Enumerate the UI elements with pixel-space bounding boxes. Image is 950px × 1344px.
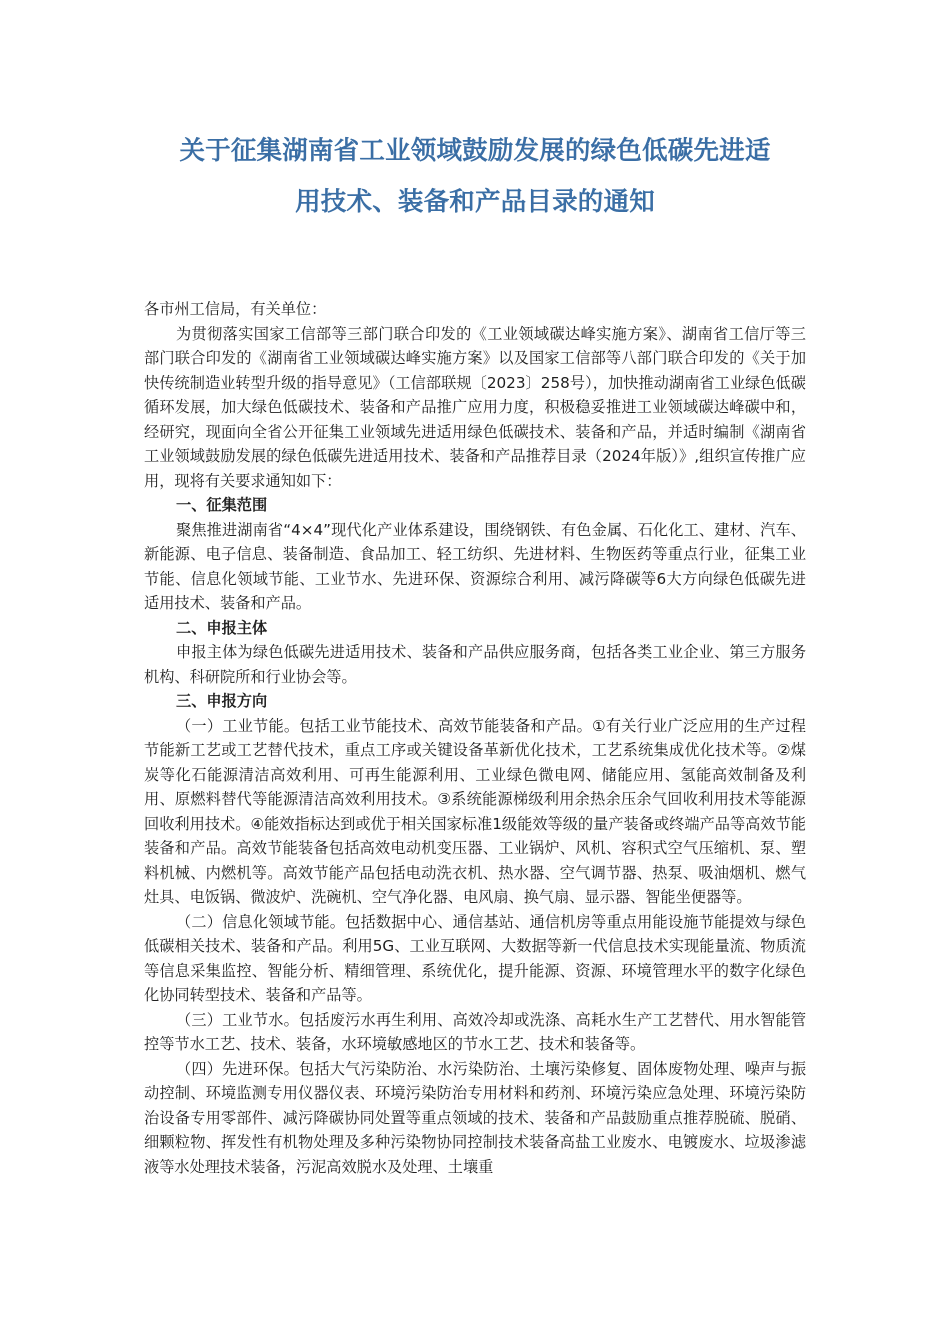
salutation: 各市州工信局，有关单位：: [144, 300, 327, 318]
section-heading-applicant: 二、申报主体: [176, 618, 268, 637]
direction-item-water-saving: （三）工业节水。包括废污水再生利用、高效冷却或洗涤、高耗水生产工艺替代、用水智能管控等节水工艺、技术、装备，水环境敏感地区的节水工艺、技术和装备等。: [144, 1010, 806, 1053]
title-line-2: 用技术、装备和产品目录的通知: [295, 187, 655, 217]
section-body-applicant: 申报主体为绿色低碳先进适用技术、装备和产品供应服务商，包括各类工业企业、第三方服务机构、科研院所和行业协会等。: [144, 643, 806, 686]
direction-item-industrial-energy: （一）工业节能。包括工业节能技术、高效节能装备和产品。①有关行业广泛应用的生产过程节能新工艺或工艺替代技术，重点工序或关键设备革新优化技术，工艺系统集成优化技术等。②煤炭等化石能源清洁高效利用、可再生能源利用、工业绿色微电网、储能应用、氢能高效制备及利用、原燃料替代等能源清洁高效利用技术。③系统能源梯级利用余热余压余气回收利用技术等能源回收利用技术。④能效指标达到或优于相关国家标准1级能效等级的量产装备或终端产品等高效节能装备和产品。高效节能装备包括高效电动机变压器、工业锅炉、风机、容积式空气压缩机、泵、塑料机械、内燃机等。高效节能产品包括电动洗衣机、热水器、空气调节器、热泵、吸油烟机、燃气灶具、电饭锅、微波炉、洗碗机、空气净化器、电风扇、换气扇、显示器、智能坐便器等。: [144, 716, 806, 906]
section-heading-direction: 三、申报方向: [176, 692, 268, 710]
section-body-scope: 聚焦推进湖南省“4×4”现代化产业体系建设，围绕钢铁、有色金属、石化化工、建材、汽车、新能源、电子信息、装备制造、食品加工、轻工纺织、先进材料、生物医药等重点行业，征集工业节能、信息化领域节能、工业节水、先进环保、资源综合利用、减污降碳等6大方向绿色低碳先进适用技术、装备和产品。: [144, 520, 806, 612]
title-line-1: 关于征集湖南省工业领域鼓励发展的绿色低碳先进适: [179, 136, 771, 166]
intro-paragraph: 为贯彻落实国家工信部等三部门联合印发的《工业领域碳达峰实施方案》、湖南省工信厅等三部门联合印发的《湖南省工业领域碳达峰实施方案》以及国家工信部等八部门联合印发的《关于加快传统制造业转型升级的指导意见》（工信部联规〔2023〕258号），加快推动湖南省工业绿色低碳循环发展，加大绿色低碳技术、装备和产品推广应用力度，积极稳妥推进工业领域碳达峰碳中和，经研究，现面向全省公开征集工业领域先进适用绿色低碳技术、装备和产品，并适时编制《湖南省工业领域鼓励发展的绿色低碳先进适用技术、装备和产品推荐目录（2024年版）》,组织宣传推广应用，现将有关要求通知如下：: [144, 324, 806, 490]
document-title: [130, 126, 820, 228]
section-heading-scope: 一、征集范围: [176, 496, 268, 514]
direction-item-environmental: （四）先进环保。包括大气污染防治、水污染防治、土壤污染修复、固体废物处理、噪声与振动控制、环境监测专用仪器仪表、环境污染防治专用材料和药剂、环境污染应急处理、环境污染防治设备专用零部件、减污降碳协同处置等重点领域的技术、装备和产品鼓励重点推荐脱硫、脱硝、细颗粒物、挥发性有机物处理及多种污染物协同控制技术装备高盐工业废水、电镀废水、垃圾渗滤液等水处理技术装备，污泥高效脱水及处理、土壤重: [144, 1059, 806, 1176]
direction-item-it-energy: （二）信息化领域节能。包括数据中心、通信基站、通信机房等重点用能设施节能提效与绿色低碳相关技术、装备和产品。利用5G、工业互联网、大数据等新一代信息技术实现能量流、物质流等信息采集监控、智能分析、精细管理、系统优化，提升能源、资源、环境管理水平的数字化绿色化协同转型技术、装备和产品等。: [144, 912, 806, 1004]
document-body: [144, 297, 806, 1179]
